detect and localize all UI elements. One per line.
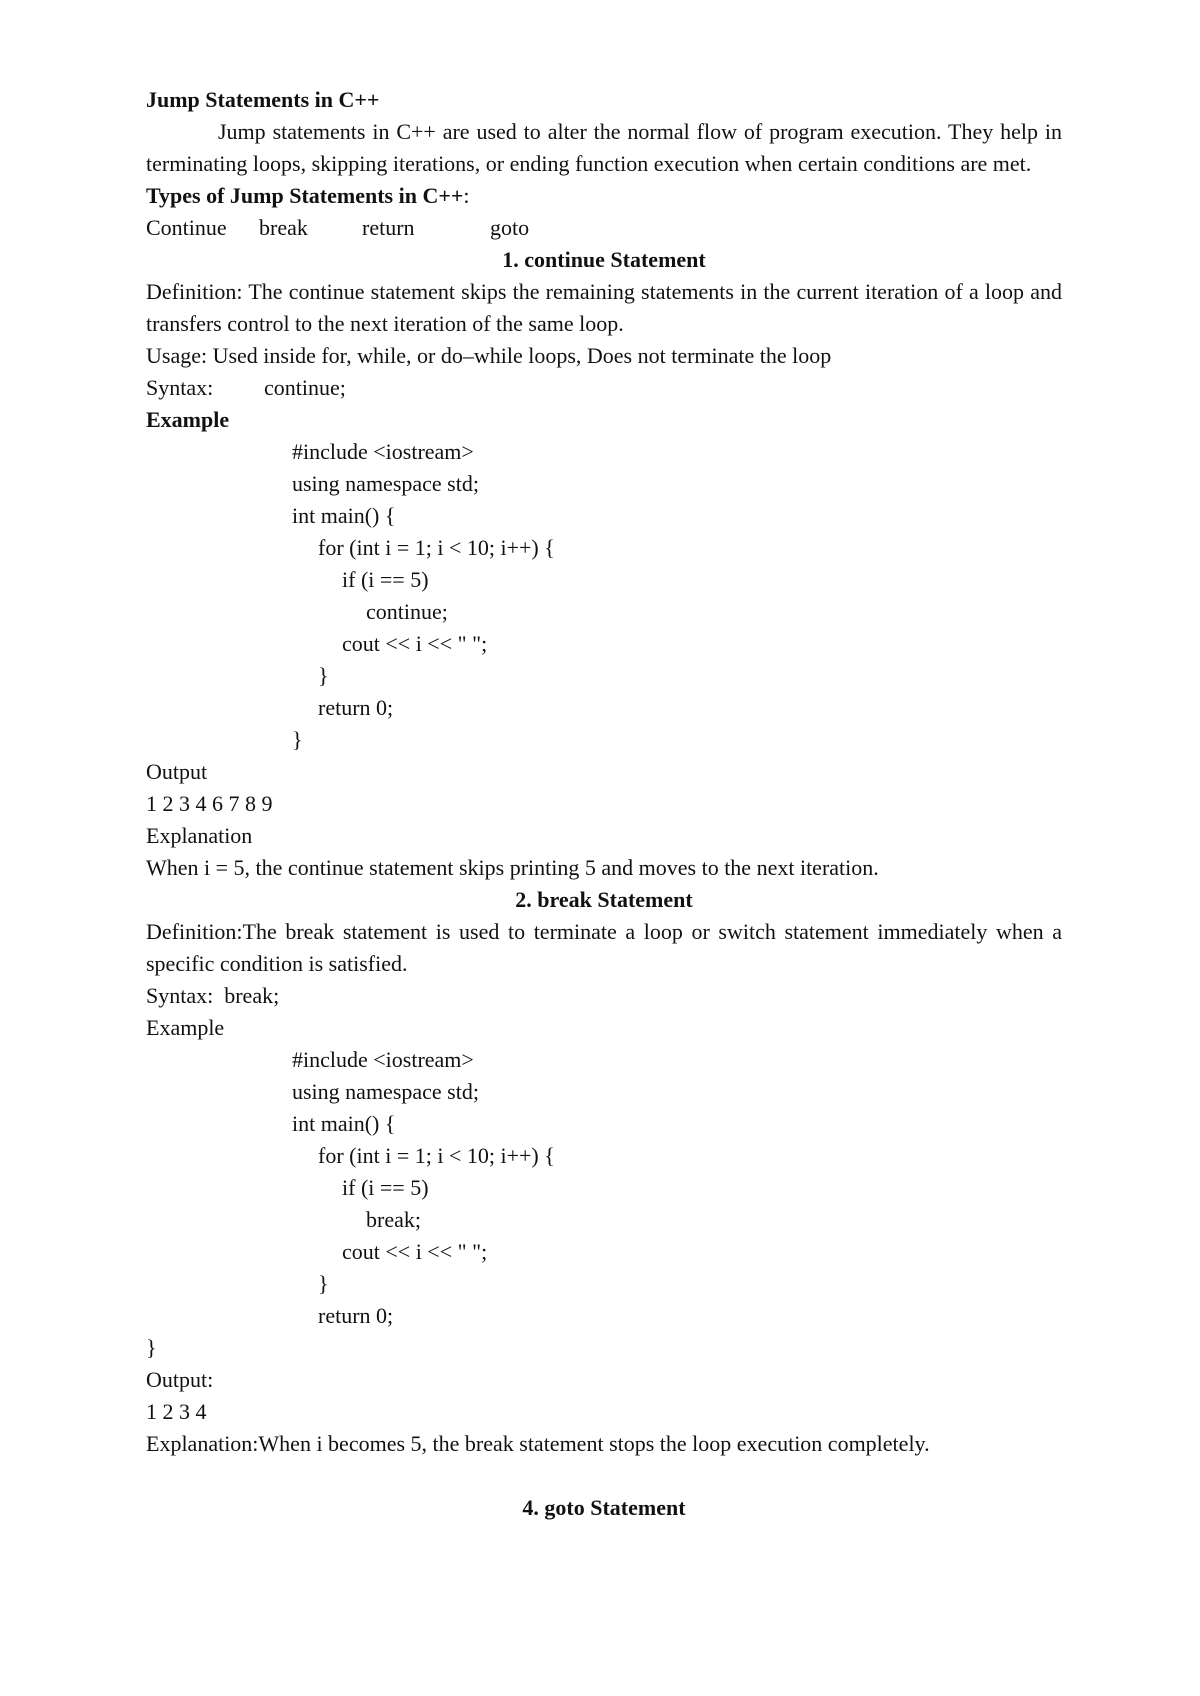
break-explanation: Explanation:When i becomes 5, the break statement stops the loop execution completely. bbox=[146, 1431, 930, 1456]
types-heading bbox=[146, 180, 1062, 212]
continue-syntax bbox=[146, 372, 1062, 404]
code-line: if (i == 5) bbox=[342, 567, 429, 592]
code-line: int main() { bbox=[292, 503, 396, 528]
code-line: return 0; bbox=[318, 695, 394, 720]
type-continue: Continue bbox=[146, 215, 227, 240]
code-line: return 0; bbox=[318, 1303, 394, 1328]
code-line: #include <iostream> bbox=[292, 1047, 474, 1072]
types-list bbox=[146, 212, 1062, 244]
code-line: } bbox=[318, 1271, 329, 1296]
continue-usage: Usage: Used inside for, while, or do–while loops, Does not terminate the loop bbox=[146, 343, 832, 368]
continue-output-label: Output bbox=[146, 759, 208, 784]
code-line: #include <iostream> bbox=[292, 439, 474, 464]
spacer bbox=[146, 1460, 1062, 1492]
code-line: for (int i = 1; i < 10; i++) { bbox=[318, 535, 555, 560]
document-page bbox=[146, 84, 1062, 1524]
code-line: } bbox=[146, 1335, 157, 1360]
break-output-label: Output: bbox=[146, 1367, 214, 1392]
code-line: using namespace std; bbox=[292, 471, 479, 496]
continue-code-block bbox=[146, 436, 1062, 756]
continue-syntax-label: Syntax: bbox=[146, 375, 214, 400]
type-break: break bbox=[259, 215, 308, 240]
code-line: } bbox=[292, 727, 303, 752]
continue-syntax-value: continue; bbox=[264, 375, 346, 400]
continue-explanation-label: Explanation bbox=[146, 823, 253, 848]
code-line: cout << i << " "; bbox=[342, 1239, 488, 1264]
code-line: } bbox=[318, 663, 329, 688]
code-line: if (i == 5) bbox=[342, 1175, 429, 1200]
continue-heading: 1. continue Statement bbox=[502, 247, 706, 272]
type-goto: goto bbox=[490, 215, 530, 240]
type-return: return bbox=[362, 215, 415, 240]
goto-heading: 4. goto Statement bbox=[522, 1495, 686, 1520]
types-heading-colon: : bbox=[463, 183, 470, 208]
break-output-value: 1 2 3 4 bbox=[146, 1399, 207, 1424]
break-code-block bbox=[146, 1044, 1062, 1364]
code-line: int main() { bbox=[292, 1111, 396, 1136]
continue-explanation: When i = 5, the continue statement skips printing 5 and moves to the next iteration. bbox=[146, 855, 879, 880]
code-line: for (int i = 1; i < 10; i++) { bbox=[318, 1143, 555, 1168]
break-syntax: Syntax: break; bbox=[146, 983, 280, 1008]
continue-output-value: 1 2 3 4 6 7 8 9 bbox=[146, 791, 273, 816]
continue-example-label: Example bbox=[146, 407, 230, 432]
break-heading: 2. break Statement bbox=[515, 887, 693, 912]
code-line: continue; bbox=[366, 599, 448, 624]
document-title: Jump Statements in C++ bbox=[146, 87, 380, 112]
intro-paragraph: Jump statements in C++ are used to alter the normal flow of program execution. They help in terminating loops, skipping iterations, or ending function execution when certain conditions are met. bbox=[146, 119, 1062, 176]
code-line: cout << i << " "; bbox=[342, 631, 488, 656]
code-line: using namespace std; bbox=[292, 1079, 479, 1104]
break-example-label: Example bbox=[146, 1015, 225, 1040]
continue-definition: Definition: The continue statement skips the remaining statements in the current iteration of a loop and transfers control to the next iteration of the same loop. bbox=[146, 279, 1062, 336]
break-definition: Definition:The break statement is used to terminate a loop or switch statement immediately when a specific condition is satisfied. bbox=[146, 919, 1062, 976]
code-line: break; bbox=[366, 1207, 421, 1232]
types-heading-text: Types of Jump Statements in C++ bbox=[146, 183, 464, 208]
